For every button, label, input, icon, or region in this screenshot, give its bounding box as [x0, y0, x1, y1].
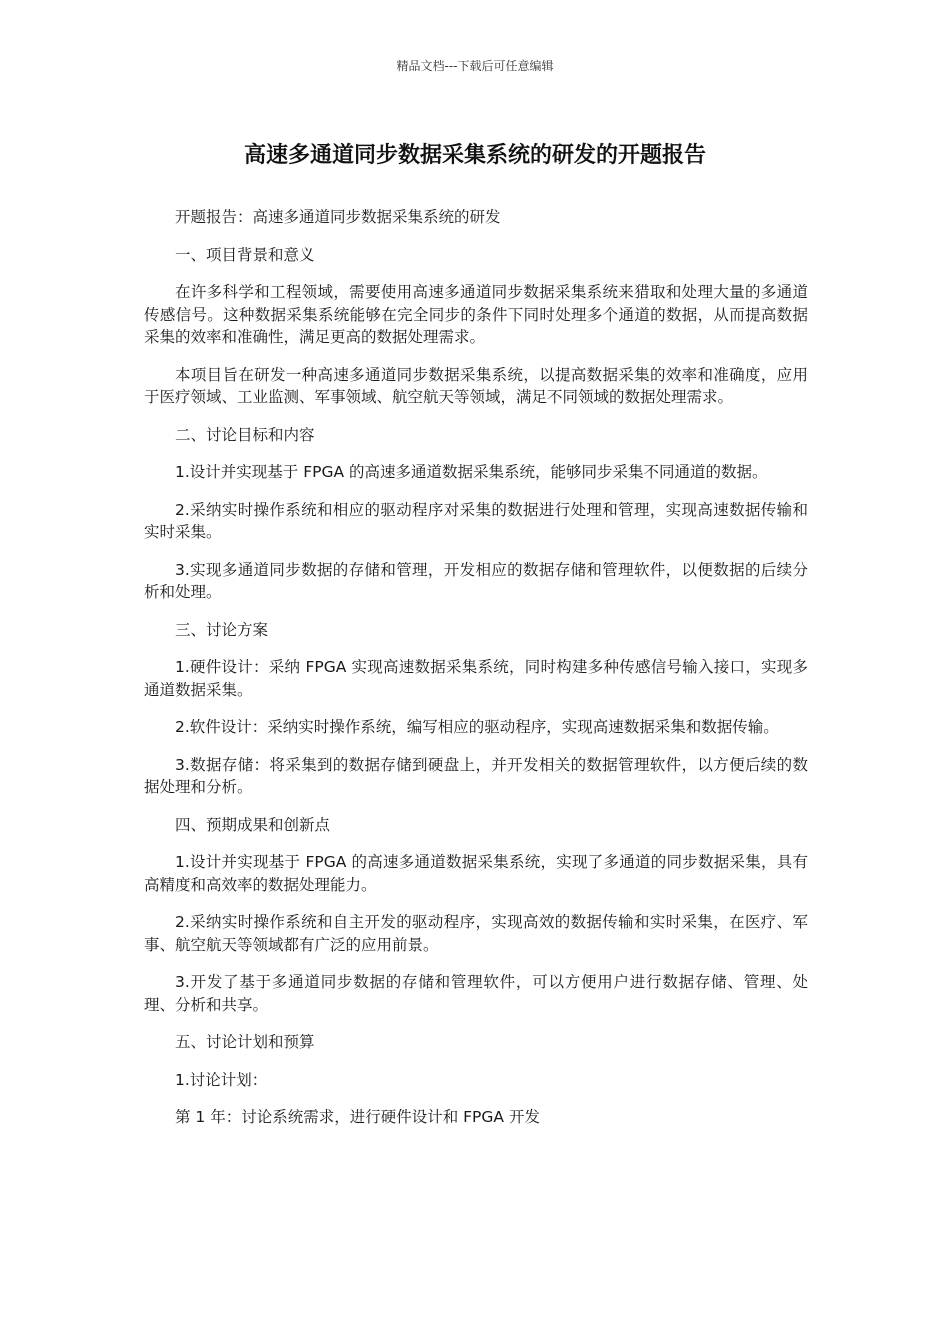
section-heading-schedule: 五、讨论计划和预算 — [175, 1033, 315, 1051]
paragraph-schedule-year-1: 第 1 年：讨论系统需求，进行硬件设计和 FPGA 开发 — [175, 1108, 540, 1126]
document-body — [144, 206, 808, 1144]
document-title: 高速多通道同步数据采集系统的研发的开题报告 — [243, 143, 706, 168]
section-heading-outcomes: 四、预期成果和创新点 — [175, 815, 331, 834]
paragraph-schedule-heading: 1.讨论计划： — [175, 1070, 268, 1089]
page-header: 精品文档---下载后可任意编辑 — [396, 59, 554, 73]
report-subject: 开题报告：高速多通道同步数据采集系统的研发 — [175, 208, 501, 226]
paragraph-outcome-3: 3.开发了基于多通道同步数据的存储和管理软件，可以方便用户进行数据存储、管理、处理、分析和共享。 — [144, 973, 808, 1014]
paragraph-background-2: 本项目旨在研发一种高速多通道同步数据采集系统，以提高数据采集的效率和准确度，应用于医疗领域、工业监测、军事领域、航空航天等领域，满足不同领域的数据处理需求。 — [144, 365, 808, 406]
paragraph-plan-1: 1.硬件设计：采纳 FPGA 实现高速数据采集系统，同时构建多种传感信号输入接口，实现多通道数据采集。 — [144, 658, 808, 699]
section-heading-goals: 二、讨论目标和内容 — [175, 425, 315, 444]
paragraph-background-1: 在许多科学和工程领域，需要使用高速多通道同步数据采集系统来猎取和处理大量的多通道传感信号。这种数据采集系统能够在完全同步的条件下同时处理多个通道的数据，从而提高数据采集的效率和准确性，满足更高的数据处理需求。 — [144, 283, 808, 346]
paragraph-goal-2: 2.采纳实时操作系统和相应的驱动程序对采集的数据进行处理和管理，实现高速数据传输和实时采集。 — [144, 500, 808, 541]
paragraph-outcome-1: 1.设计并实现基于 FPGA 的高速多通道数据采集系统，实现了多通道的同步数据采集，具有高精度和高效率的数据处理能力。 — [144, 853, 808, 894]
paragraph-plan-2: 2.软件设计：采纳实时操作系统，编写相应的驱动程序，实现高速数据采集和数据传输。 — [175, 718, 779, 736]
paragraph-goal-1: 1.设计并实现基于 FPGA 的高速多通道数据采集系统，能够同步采集不同通道的数据。 — [175, 463, 768, 481]
paragraph-outcome-2: 2.采纳实时操作系统和自主开发的驱动程序，实现高效的数据传输和实时采集，在医疗、军事、航空航天等领域都有广泛的应用前景。 — [144, 913, 808, 954]
paragraph-goal-3: 3.实现多通道同步数据的存储和管理，开发相应的数据存储和管理软件，以便数据的后续分析和处理。 — [144, 560, 808, 601]
section-heading-background: 一、项目背景和意义 — [175, 245, 315, 264]
paragraph-plan-3: 3.数据存储：将采集到的数据存储到硬盘上，并开发相关的数据管理软件，以方便后续的数据处理和分析。 — [144, 755, 808, 796]
section-heading-plan: 三、讨论方案 — [175, 620, 269, 639]
